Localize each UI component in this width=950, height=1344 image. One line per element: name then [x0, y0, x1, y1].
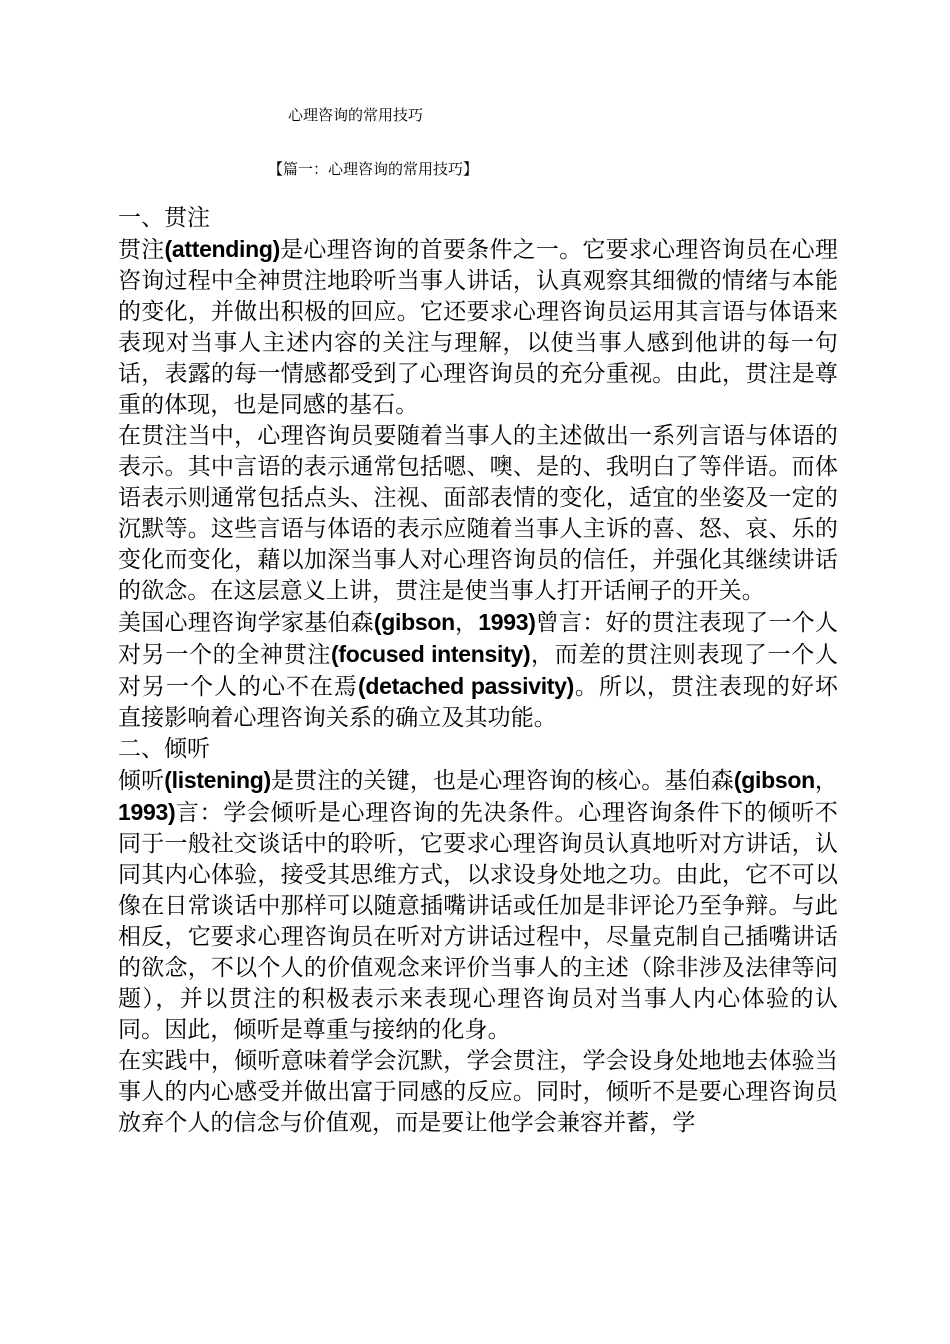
body-paragraph: 在实践中，倾听意味着学会沉默，学会贯注，学会设身处地地去体验当事人的内心感受并做出富于同感的反应。同时，倾听不是要心理咨询员放弃个人的信念与价值观，而是要让他学会兼容并蓄，学 [118, 1048, 838, 1136]
body-paragraph: 美国心理咨询学家基伯森(gibson，1993)曾言：好的贯注表现了一个人对另一个的全神贯注(focused intensity)，而差的贯注则表现了一个人对另一个人的心不在焉(detached passivity)。所以，贯注表现的好坏直接影响着心理咨询关系的确立及其功能。 [118, 609, 839, 731]
section-heading: 一、贯注 [118, 205, 210, 231]
document-body [118, 203, 838, 1139]
section-heading: 二、倾听 [118, 736, 210, 762]
body-paragraph: 倾听(listening)是贯注的关键，也是心理咨询的核心。基伯森(gibson，1993)言：学会倾听是心理咨询的先决条件。心理咨询条件下的倾听不同于一般社交谈话中的聆听，它要求心理咨询员认真地听对方讲话，认同其内心体验，接受其思维方式，以求设身处地之功。由此，它不可以像在日常谈话中那样可以随意插嘴讲话或任加是非评论乃至争辩。与此相反，它要求心理咨询员在听对方讲话过程中，尽量克制自己插嘴讲话的欲念，不以个人的价值观念来评价当事人的主述（除非涉及法律等问题），并以贯注的积极表示来表现心理咨询员对当事人内心体验的认同。因此，倾听是尊重与接纳的化身。 [118, 767, 838, 1043]
body-paragraph: 在贯注当中，心理咨询员要随着当事人的主述做出一系列言语与体语的表示。其中言语的表示通常包括嗯、噢、是的、我明白了等伴语。而体语表示则通常包括点头、注视、面部表情的变化，适宜的坐姿及一定的沉默等。这些言语与体语的表示应随着当事人主诉的喜、怒、哀、乐的变化而变化，藉以加深当事人对心理咨询员的信任，并强化其继续讲话的欲念。在这层意义上讲，贯注是使当事人打开话闸子的开关。 [118, 423, 838, 604]
body-paragraph: 贯注(attending)是心理咨询的首要条件之一。它要求心理咨询员在心理咨询过程中全神贯注地聆听当事人讲话，认真观察其细微的情绪与本能的变化，并做出积极的回应。它还要求心理咨询员运用其言语与体语来表现对当事人主述内容的关注与理解，以使当事人感到他讲的每一句话，表露的每一情感都受到了心理咨询员的充分重视。由此，贯注是尊重的体现，也是同感的基石。 [118, 236, 838, 418]
document-title: 心理咨询的常用技巧 [288, 106, 424, 124]
document-subtitle: 【篇一：心理咨询的常用技巧】 [268, 160, 479, 178]
